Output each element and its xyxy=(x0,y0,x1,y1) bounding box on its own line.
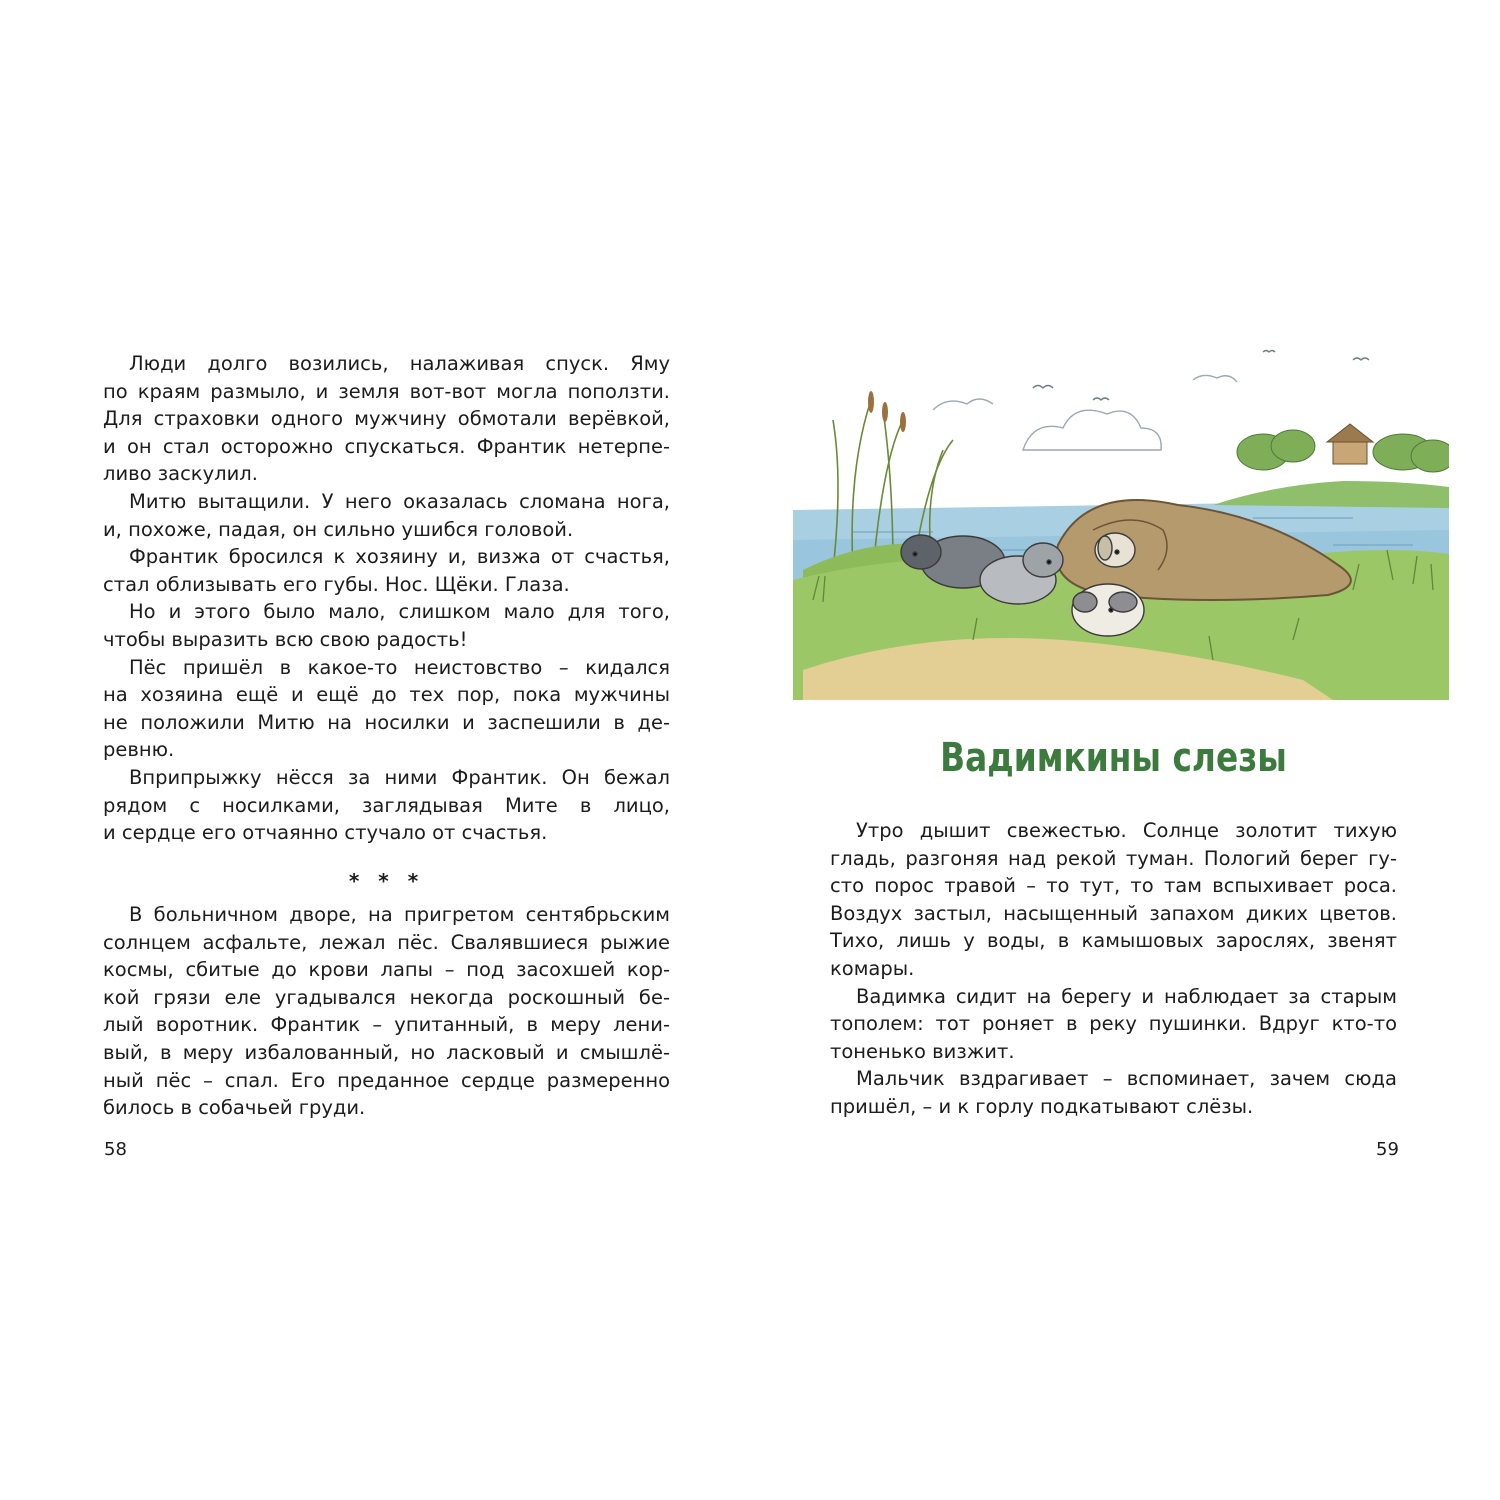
text-line: и, похоже, падая, он сильно ушибся головой. xyxy=(103,517,574,541)
birds xyxy=(1033,351,1369,401)
puppy-white xyxy=(1072,584,1144,636)
text-line: В больничном дворе, на пригретом сентябрьским xyxy=(129,903,670,926)
text-line: Франтик бросился к хозяину и, визжа от счастья, xyxy=(129,545,670,569)
far-island xyxy=(1213,481,1449,508)
text-line: и сердце его отчаянно стучало от счастья. xyxy=(103,821,548,845)
text-line: ный пёс – спал. Его преданное сердце размеренно xyxy=(103,1068,670,1092)
text-line: и он стал осторожно спускаться. Франтик нетерпе- xyxy=(103,434,670,458)
text-line: лый воротник. Франтик – упитанный, в меру лени- xyxy=(103,1013,670,1037)
text-line: пришёл, – и к горлу подкатывают слёзы. xyxy=(830,1094,1254,1118)
text-line: ревню. xyxy=(103,738,175,762)
text-line: солнцем асфальте, лежал пёс. Свалявшиеся рыжие xyxy=(103,930,670,954)
text-line: сто порос травой – то тут, то там вспыхивает роса. xyxy=(830,874,1397,898)
text-line: Утро дышит свежестью. Солнце золотит тихую xyxy=(856,819,1397,842)
text-line: Пёс пришёл в какое-то неистовство – кидался xyxy=(129,655,670,679)
text-line: Вприпрыжку нёсся за ними Франтик. Он бежал xyxy=(129,765,670,789)
text-line: Люди долго возились, налаживая спуск. Яму xyxy=(129,352,670,375)
left-page-text-top xyxy=(103,350,670,847)
right-page-text xyxy=(830,817,1397,1121)
text-line: тополем: тот роняет в реку пушинки. Вдруг кто-то xyxy=(830,1012,1397,1036)
text-line: по краям размыло, и земля вот-вот могла поползти. xyxy=(103,379,670,403)
text-line: Тихо, лишь у воды, в камышовых зарослях, звенят xyxy=(830,929,1397,953)
text-line: рядом с носилками, заглядывая Мите в лицо, xyxy=(103,793,670,817)
house xyxy=(1327,424,1373,464)
text-line: Митю вытащили. У него оказалась сломана нога, xyxy=(129,489,670,513)
text-line: гладь, разгоняя над рекой туман. Пологий берег гу- xyxy=(830,846,1397,870)
left-page-text-bottom xyxy=(103,901,670,1122)
page-number-right: 59 xyxy=(1376,1139,1399,1160)
text-line: билось в собачьей груди. xyxy=(103,1096,366,1120)
text-line: Мальчик вздрагивает – вспоминает, зачем сюда xyxy=(856,1067,1397,1091)
text-line: космы, сбитые до крови лапы – под засохшей кор- xyxy=(103,958,670,982)
text-line: на хозяина ещё и ещё до тех пор, пока мужчины xyxy=(103,683,670,707)
puppy-light xyxy=(1095,533,1135,567)
text-line: вый, в меру избалованный, но ласковый и смышлё- xyxy=(103,1040,670,1064)
text-line: Вадимка сидит на берегу и наблюдает за старым xyxy=(856,984,1397,1008)
text-line: ливо заскулил. xyxy=(103,462,258,486)
riverbank-puppies-illustration xyxy=(793,340,1449,700)
text-line: комары. xyxy=(830,956,915,980)
text-line: Для страховки одного мужчину обмотали верёвкой, xyxy=(103,407,670,431)
text-line: Воздух застыл, насыщенный запахом диких цветов. xyxy=(830,901,1397,925)
text-line: кой грязи еле угадывался некогда роскошный бе- xyxy=(103,985,670,1009)
page-number-left: 58 xyxy=(104,1139,127,1160)
chapter-title: Вадимкины слезы xyxy=(940,735,1287,781)
text-line: Но и этого было мало, слишком мало для того, xyxy=(129,600,670,624)
section-separator: * * * xyxy=(348,869,425,893)
text-line: не положили Митю на носилки и заспешили в де- xyxy=(103,710,670,734)
text-line: тоненько визжит. xyxy=(830,1039,1015,1063)
text-line: стал облизывать его губы. Нос. Щёки. Глаза. xyxy=(103,572,570,596)
clouds xyxy=(933,375,1237,450)
text-line: чтобы выразить всю свою радость! xyxy=(103,627,468,651)
